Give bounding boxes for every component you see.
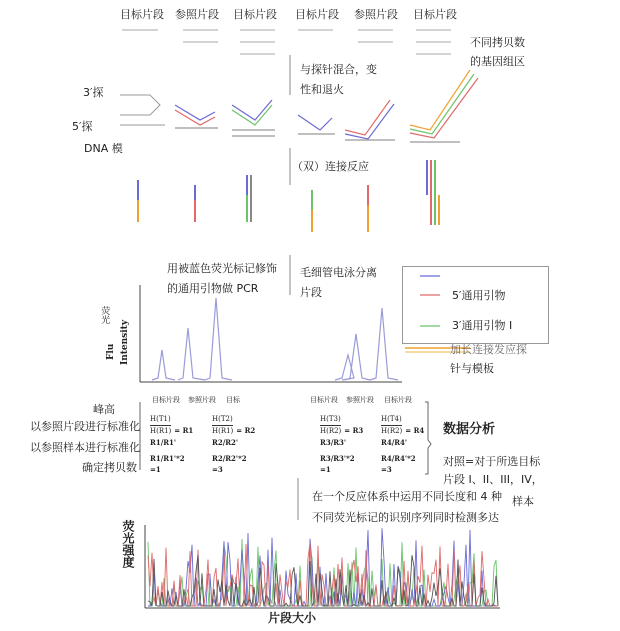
- legend-item-5prime: 5′通用引物: [452, 289, 506, 302]
- ratio-1-num: H(T1): [150, 415, 171, 423]
- ce-label-1: 毛细管电泳分离: [300, 266, 377, 279]
- diff-copy-label-2: 的基因组区: [470, 55, 525, 68]
- ratio-1-eq: = R1: [174, 426, 194, 436]
- peak-height-label: 峰高: [93, 403, 115, 416]
- legend-item-ligation-probe: 加长连接发应探: [450, 343, 527, 356]
- fluorescence-label-flu: Flu: [106, 343, 116, 360]
- multiplex-label-1: 在一个反应体系中运用不同长度和 4 种: [312, 490, 502, 503]
- legend-item-template: 针与模板: [450, 362, 494, 375]
- ce-label-2: 片段: [300, 286, 322, 299]
- norm-sample-label: 以参照样本进行标准化: [30, 441, 140, 454]
- analysis-header-4: 目标片段: [310, 396, 338, 404]
- fluorescence-label-cn: 荧光: [99, 306, 110, 324]
- ratio-3-num: H(T3): [320, 415, 341, 423]
- ratio-2-num: H(T2): [212, 415, 233, 423]
- dna-template-label: DNA 模: [84, 142, 123, 155]
- ratio-1-den: H(R1): [150, 425, 171, 437]
- ratio-3-rr: R3/R3': [320, 438, 347, 448]
- analysis-header-6: 目标片段: [384, 396, 412, 404]
- data-analysis-title: 数据分析: [443, 422, 496, 437]
- pcr-label-2: 的通用引物做 PCR: [167, 282, 259, 295]
- fluor-intensity-label: 荧光强度: [121, 520, 135, 568]
- ratio-1-val: =1: [150, 464, 161, 474]
- fragment-size-label: 片段大小: [268, 611, 317, 625]
- ratio-4-res: R4/R4'*2: [381, 453, 416, 463]
- header-segment-3: 目标片段: [233, 8, 277, 21]
- header-segment-1: 目标片段: [120, 8, 164, 21]
- ratio-block-4: [381, 414, 424, 475]
- ratio-4-rr: R4/R4': [381, 438, 408, 448]
- control-label-1: 对照=对于所选目标: [443, 455, 541, 468]
- ratio-3-val: =1: [320, 464, 331, 474]
- probe5-label: 5′探: [72, 120, 93, 133]
- ratio-block-2: [212, 414, 255, 475]
- ligation-label: （双）连接反应: [292, 160, 369, 173]
- analysis-header-5: 参照片段: [346, 396, 374, 404]
- control-label-2: 片段 I、II、III，IV，: [443, 473, 543, 486]
- ratio-4-den: H(R2): [381, 425, 402, 437]
- pcr-label-1: 用被蓝色荧光标记修饰: [167, 262, 277, 275]
- ratio-2-den: H(R1): [212, 425, 233, 437]
- analysis-header-3: 目标: [226, 396, 240, 404]
- header-segment-5: 参照片段: [354, 8, 398, 21]
- ratio-3-res: R3/R3'*2: [320, 453, 355, 463]
- ratio-2-val: =3: [212, 464, 223, 474]
- analysis-header-2: 参照片段: [188, 396, 216, 404]
- norm-ref-label: 以参照片段进行标准化: [30, 420, 140, 433]
- header-segment-2: 参照片段: [175, 8, 219, 21]
- ratio-3-eq: = R3: [344, 426, 364, 436]
- ratio-block-3: [320, 414, 363, 475]
- ratio-4-val: =3: [381, 464, 392, 474]
- diff-copy-label-1: 不同拷贝数: [470, 36, 525, 49]
- control-label-3: 样本: [512, 495, 534, 508]
- determine-copy-label: 确定拷贝数: [82, 461, 137, 474]
- ratio-2-eq: = R2: [236, 426, 256, 436]
- ratio-1-res: R1/R1'*2: [150, 453, 185, 463]
- header-segment-4: 目标片段: [295, 8, 339, 21]
- probe3-label: 3′探: [83, 86, 104, 99]
- mix-label-1: 与探针混合，变: [300, 63, 377, 76]
- ratio-block-1: [150, 414, 193, 475]
- ratio-4-num: H(T4): [381, 415, 402, 423]
- ratio-1-rr: R1/R1': [150, 438, 177, 448]
- legend-item-3prime: 3′通用引物 I: [452, 319, 513, 332]
- ratio-3-den: H(R2): [320, 425, 341, 437]
- mix-label-2: 性和退火: [300, 83, 344, 96]
- multiplex-label-2: 不同荧光标记的识别序列同时检测多达: [312, 511, 499, 524]
- fluorescence-label-intensity: Intensity: [120, 319, 130, 365]
- ratio-2-res: R2/R2'*2: [212, 453, 247, 463]
- header-segment-6: 目标片段: [413, 8, 457, 21]
- analysis-header-1: 目标片段: [152, 396, 180, 404]
- ratio-4-eq: = R4: [405, 426, 425, 436]
- ratio-2-rr: R2/R2': [212, 438, 239, 448]
